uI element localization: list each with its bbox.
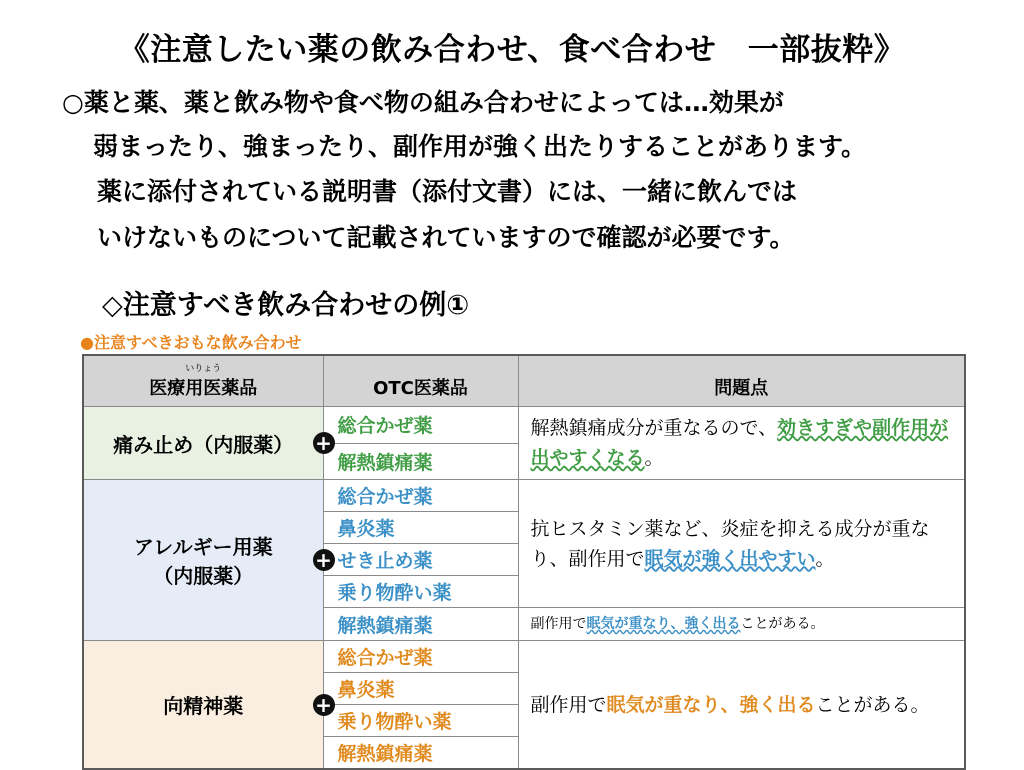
- otc-item: 乗り物酔い薬: [323, 705, 518, 737]
- header-ruby: いりょう: [185, 364, 222, 374]
- otc-item: 鼻炎薬: [323, 512, 518, 544]
- problem-cell: [518, 407, 965, 480]
- problem-cell: [518, 480, 965, 608]
- drug-label: 向精神薬: [163, 694, 244, 718]
- intro-line-1: ○薬と薬、薬と飲み物や食べ物の組み合わせによっては…効果が: [62, 88, 784, 117]
- header-otc-drug: [323, 355, 518, 407]
- slide-title: 《注意したい薬の飲み合わせ、食べ合わせ 一部抜粋》: [118, 32, 906, 68]
- intro-line-2: 弱まったり、強まったり、副作用が強く出たりすることがあります。: [93, 132, 867, 161]
- table-row: [83, 641, 965, 673]
- header-problem: [518, 355, 965, 407]
- problem-tail: ことがある。: [815, 693, 930, 716]
- header-label: 問題点: [714, 378, 769, 399]
- intro-line-3: 薬に添付されている説明書（添付文書）には、一緒に飲んでは: [97, 177, 798, 206]
- problem-text: 解熱鎮痛成分が重なるので、: [530, 417, 778, 439]
- drug-label: アレルギー用薬: [133, 535, 273, 559]
- intro-line-4: いけないものについて記載されていますので確認が必要です。: [97, 223, 795, 252]
- problem-highlight: 眠気が強く出やすい: [644, 547, 816, 570]
- otc-item: 鼻炎薬: [323, 673, 518, 705]
- header-label: 医療用医薬品: [149, 378, 258, 399]
- problem-tail: 。: [644, 447, 664, 469]
- otc-item: 総合かぜ薬: [323, 641, 518, 673]
- problem-text: 副作用で: [530, 693, 607, 716]
- drug-painkiller: [83, 407, 332, 480]
- drug-psychotropic: [83, 641, 332, 770]
- example-heading: ◇注意すべき飲み合わせの例①: [102, 290, 470, 321]
- problem-highlight: 効きすぎや副作用が出やすくなる: [530, 417, 949, 469]
- table-row: [83, 480, 965, 512]
- table-header-row: [83, 355, 965, 407]
- problem-highlight: 眠気が重なり、強く出る: [586, 616, 741, 632]
- otc-item: 解熱鎮痛薬: [323, 737, 518, 770]
- otc-item: せき止め薬: [323, 544, 518, 576]
- problem-text: 副作用で: [530, 616, 587, 632]
- problem-tail: ことがある。: [740, 616, 825, 632]
- figure-caption: ●注意すべきおもな飲み合わせ: [80, 333, 302, 352]
- header-label: OTC医薬品: [373, 378, 468, 399]
- drug-combination-table: [82, 354, 966, 770]
- otc-item: 解熱鎮痛薬: [323, 608, 518, 641]
- table-row: [83, 407, 965, 444]
- plus-icon: +: [313, 549, 335, 571]
- problem-tail: 。: [815, 547, 835, 570]
- problem-text: 抗ヒスタミン薬など、炎症を抑える成分が重なり、副作用で: [530, 517, 930, 570]
- otc-item: 乗り物酔い薬: [323, 576, 518, 608]
- problem-cell: [518, 608, 965, 641]
- plus-icon: +: [313, 694, 335, 716]
- drug-label: 痛み止め（内服薬）: [113, 432, 294, 457]
- otc-item: 総合かぜ薬: [323, 407, 518, 444]
- header-prescription-drug: [83, 355, 323, 407]
- problem-cell: [518, 641, 965, 770]
- problem-highlight: 眠気が重なり、強く出る: [606, 693, 816, 716]
- drug-label-sub: （内服薬）: [153, 564, 254, 588]
- drug-allergy: [83, 480, 332, 641]
- otc-item: 解熱鎮痛薬: [323, 443, 518, 480]
- plus-icon: +: [313, 432, 335, 454]
- otc-item: 総合かぜ薬: [323, 480, 518, 512]
